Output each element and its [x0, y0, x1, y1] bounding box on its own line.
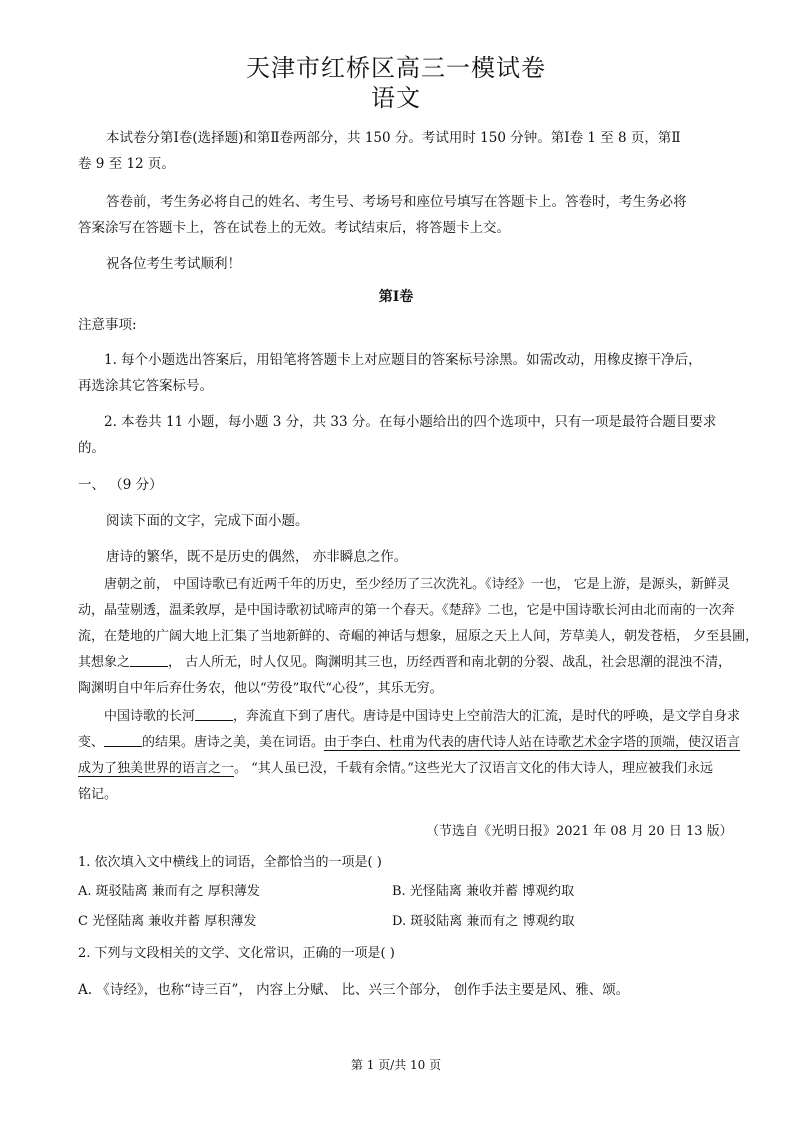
exam-title: 天津市红桥区高三一模试卷 — [246, 54, 546, 82]
underlined-sentence: 成为了独美世界的语言之一 — [78, 761, 235, 776]
passage-text: ，奔流直下到了唐代。唐诗是中国诗史上空前浩大的汇流，是时代的呼唤，是文学自身求 — [233, 709, 741, 724]
passage-line: 铭记。 — [78, 787, 118, 802]
fill-blank-3 — [104, 734, 142, 747]
notice-1-line-1: 1. 每个小题选出答案后，用铅笔将答题卡上对应题目的答案标号涂黑。如需改动，用橡皮擦干净后， — [104, 352, 702, 368]
question-1-option-c: C 光怪陆离 兼收并蓄 厚积薄发 — [78, 914, 257, 929]
reading-instruction: 阅读下面的文字，完成下面小题。 — [106, 513, 309, 529]
passage-text: 其想象之 — [78, 655, 131, 670]
intro-line-2: 卷 9 至 12 页。 — [78, 156, 175, 172]
passage-line — [104, 705, 740, 724]
section-1-label: 一、 （9 分） — [78, 477, 163, 493]
part1-heading: 第Ⅰ卷 — [378, 289, 414, 305]
underlined-sentence: 由于李白、杜甫为代表的唐代诗人站在诗歌艺术金字塔的顶端，使汉语言 — [324, 735, 741, 750]
passage-text: 的结果。唐诗之美，美在词语。 — [142, 735, 325, 750]
passage-line — [78, 757, 713, 776]
intro-line-1: 本试卷分第Ⅰ卷(选择题)和第Ⅱ卷两部分，共 150 分。考试用时 150 分钟。第Ⅰ卷 1 至 8 页，第Ⅱ — [106, 130, 681, 146]
page-number: 第 1 页/共 10 页 — [350, 1058, 442, 1072]
passage-text: ， 古人所无，时人仅见。陶渊明其三也，历经西晋和南北朝的分裂、战乱，社会思潮的混浊不清， — [168, 655, 732, 670]
intro-line-4: 答案涂写在答题卡上，答在试卷上的无效。考试结束后，将答题卡上交。 — [78, 220, 510, 236]
passage-lead: 唐诗的繁华，既不是历史的偶然， 亦非瞬息之作。 — [106, 549, 408, 565]
passage-line: 陶渊明自中年后弃仕务农，他以“劳役”取代“心役”，其乐无穷。 — [78, 681, 443, 696]
question-2-option-a: A. 《诗经》，也称“诗三百”， 内容上分赋、 比、兴三个部分， 创作手法主要是风、雅、颂。 — [78, 982, 630, 998]
question-1-option-b: B. 光怪陆离 兼收并蓄 博观约取 — [392, 884, 575, 899]
fill-blank-2 — [195, 708, 233, 721]
notice-1-line-2: 再选涂其它答案标号。 — [78, 378, 213, 394]
notice-2-line-1: 2. 本卷共 11 小题，每小题 3 分，共 33 分。在每小题给出的四个选项中，只有一项是最符合题目要求 — [104, 414, 717, 430]
passage-text: 中国诗歌的长河 — [104, 709, 196, 724]
passage-line: 流，在楚地的广阔大地上汇集了当地新鲜的、奇崛的神话与想象，屈原之天上人间，芳草美人，朝发苍梧， 夕至县圃， — [78, 629, 759, 644]
passage-line — [78, 651, 731, 670]
subject-title: 语文 — [371, 84, 421, 112]
notice-label: 注意事项: — [78, 317, 137, 333]
source-citation: （节选自《光明日报》2021 年 08 月 20 日 13 版） — [426, 824, 733, 839]
passage-line — [78, 731, 740, 750]
passage-line: 动，晶莹剔透，温柔敦厚，是中国诗歌初试啼声的第一个春天。《楚辞》二也，它是中国诗歌长河由北而南的一次奔 — [78, 603, 735, 618]
question-1-option-d: D. 斑驳陆离 兼而有之 博观约取 — [392, 914, 575, 929]
question-1-stem: 1. 依次填入文中横线上的词语，全都恰当的一项是( ) — [78, 855, 382, 870]
intro-line-3: 答卷前，考生务必将自己的姓名、考生号、考场号和座位号填写在答题卡上。答卷时，考生务必将 — [106, 194, 687, 210]
question-1-option-a: A. 斑驳陆离 兼而有之 厚积薄发 — [78, 884, 260, 899]
passage-text: 变、 — [78, 735, 105, 750]
notice-2-line-2: 的。 — [78, 440, 105, 456]
fill-blank-1 — [130, 654, 168, 667]
question-2-stem: 2. 下列与文段相关的文学、文化常识，正确的一项是( ) — [78, 946, 395, 961]
passage-line: 唐朝之前， 中国诗歌已有近两千年的历史，至少经历了三次洗礼。《诗经》一也， 它是上游，是源头，新鲜灵 — [104, 577, 730, 592]
passage-text: 。 “其人虽已没，千载有余情。”这些光大了汉语言文化的伟大诗人，理应被我们永远 — [234, 761, 713, 776]
good-luck-text: 祝各位考生考试顺利！ — [106, 256, 241, 272]
